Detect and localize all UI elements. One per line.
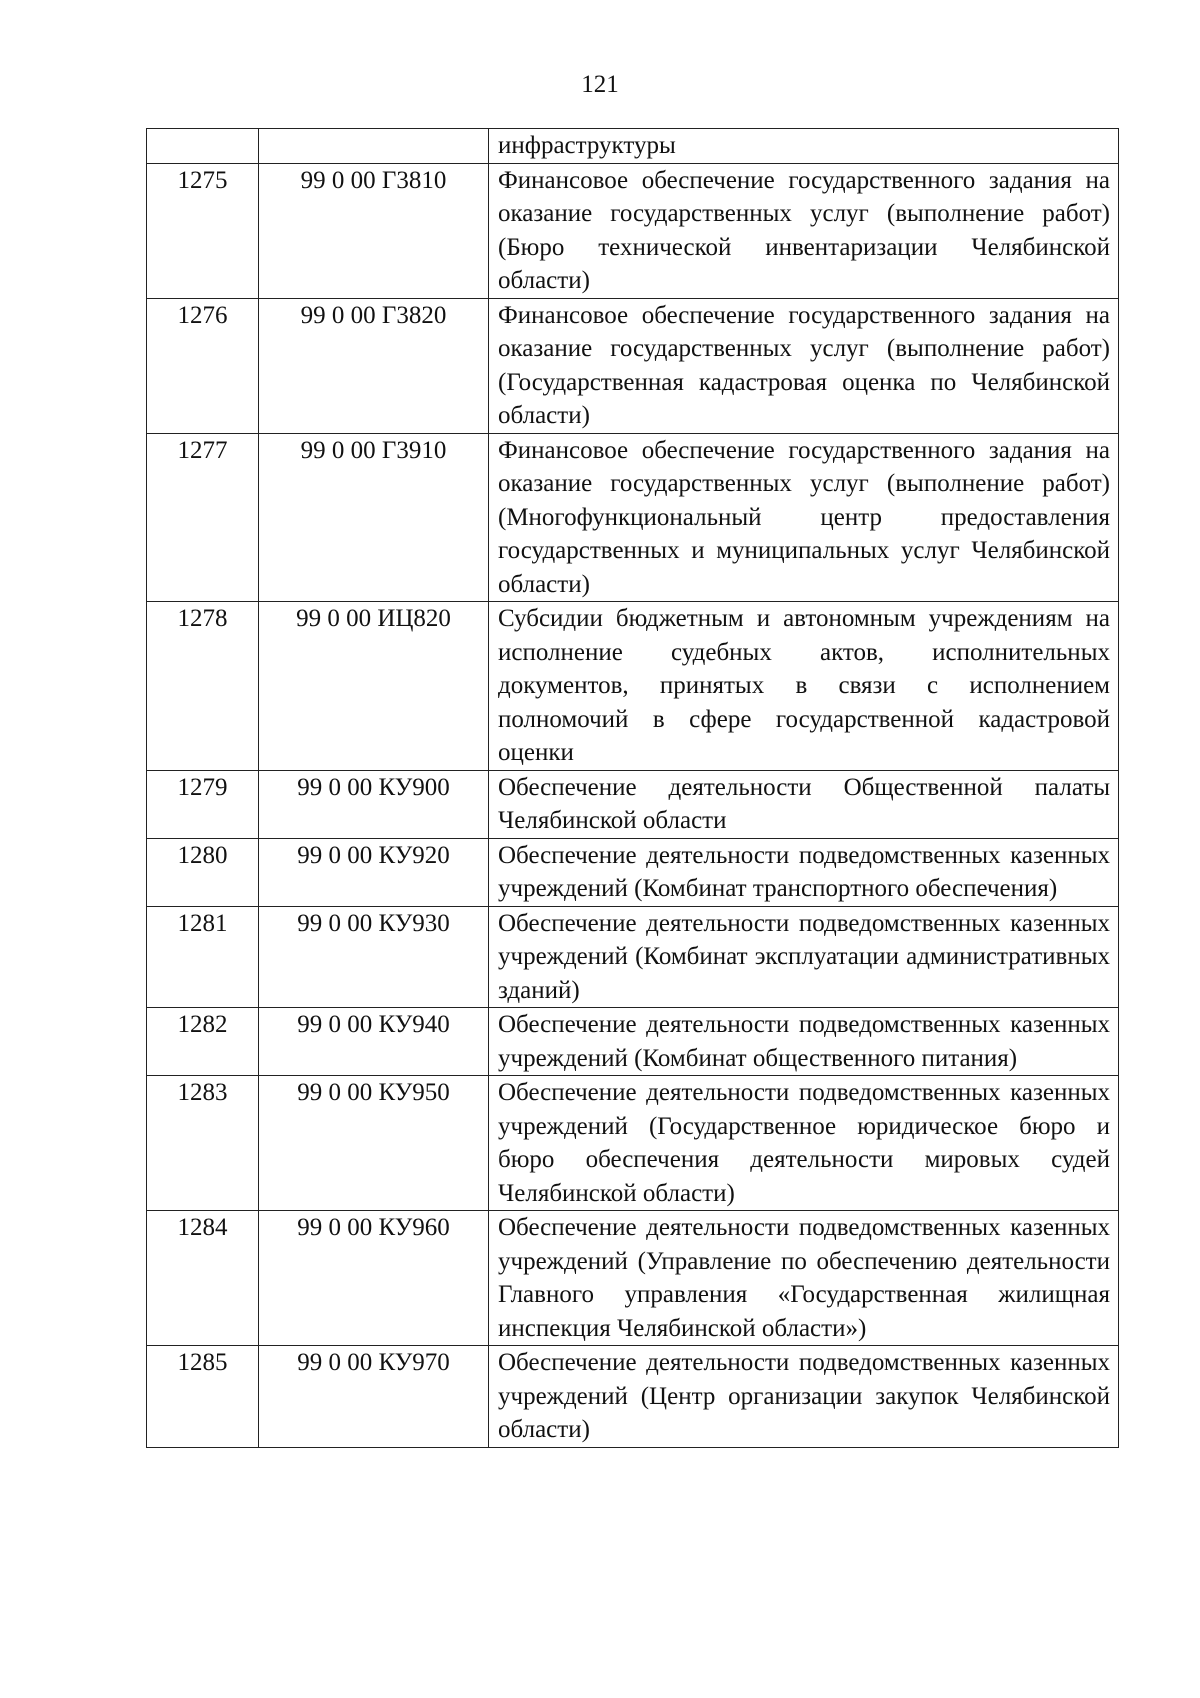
- description-text: Обеспечение деятельности подведомственных казенных учреждений (Комбинат эксплуатации административных зданий): [498, 909, 1110, 1004]
- table-row: [147, 298, 1119, 433]
- description-text: Обеспечение деятельности подведомственных казенных учреждений (Комбинат общественного питания): [498, 1011, 1110, 1072]
- page-number: 121: [581, 71, 619, 98]
- description-text: Обеспечение деятельности подведомственных казенных учреждений (Комбинат транспортного обеспечения): [498, 841, 1110, 902]
- description-text: Обеспечение деятельности Общественной палаты Челябинской области: [498, 773, 1110, 834]
- row-number-cell: 1280: [147, 838, 259, 906]
- classification-code-cell: 99 0 00 ИЦ820: [259, 602, 489, 771]
- table-row: [147, 1076, 1119, 1211]
- table-row: [147, 1346, 1119, 1448]
- description-cell: [489, 1008, 1119, 1076]
- row-number-cell: 1285: [147, 1346, 259, 1448]
- description-cell: [489, 1211, 1119, 1346]
- table-row: [147, 1008, 1119, 1076]
- row-number-cell: 1278: [147, 602, 259, 771]
- row-number-cell: 1277: [147, 433, 259, 602]
- row-number-cell: 1275: [147, 163, 259, 298]
- description-cell: [489, 163, 1119, 298]
- classification-code-cell: [259, 129, 489, 164]
- description-cell: [489, 770, 1119, 838]
- row-number-cell: 1284: [147, 1211, 259, 1346]
- classification-code-cell: 99 0 00 Г3820: [259, 298, 489, 433]
- classification-code-cell: 99 0 00 КУ930: [259, 906, 489, 1008]
- classification-code-cell: 99 0 00 КУ960: [259, 1211, 489, 1346]
- description-cell: [489, 1076, 1119, 1211]
- row-number-cell: 1279: [147, 770, 259, 838]
- description-text: Обеспечение деятельности подведомственных казенных учреждений (Управление по обеспечению деятельности Главного управления «Государственная жилищная инспекция Челябинской области»): [498, 1214, 1110, 1342]
- table-row: [147, 129, 1119, 164]
- description-text: Субсидии бюджетным и автономным учреждениям на исполнение судебных актов, исполнительных документов, принятых в связи с исполнением полномочий в сфере государственной кадастровой оценки: [498, 605, 1110, 766]
- classification-code-cell: 99 0 00 КУ920: [259, 838, 489, 906]
- table-row: [147, 433, 1119, 602]
- table-row: [147, 1211, 1119, 1346]
- description-text: Обеспечение деятельности подведомственных казенных учреждений (Государственное юридическое бюро и бюро обеспечения деятельности мировых судей Челябинской области): [498, 1079, 1110, 1207]
- description-text: Финансовое обеспечение государственного задания на оказание государственных услуг (выполнение работ) (Государственная кадастровая оценка по Челябинской области): [498, 301, 1110, 429]
- description-text: инфраструктуры: [498, 132, 676, 159]
- table-body: [147, 129, 1119, 1448]
- description-cell: [489, 906, 1119, 1008]
- classification-code-cell: 99 0 00 КУ900: [259, 770, 489, 838]
- table-row: [147, 770, 1119, 838]
- description-text: Финансовое обеспечение государственного задания на оказание государственных услуг (выполнение работ) (Многофункциональный центр предоставления государственных и муниципальных услуг Челябинской области): [498, 436, 1110, 598]
- description-cell: [489, 838, 1119, 906]
- classification-code-cell: 99 0 00 КУ950: [259, 1076, 489, 1211]
- classification-code-cell: 99 0 00 Г3910: [259, 433, 489, 602]
- table-row: [147, 906, 1119, 1008]
- description-cell: [489, 433, 1119, 602]
- classification-code-cell: 99 0 00 КУ940: [259, 1008, 489, 1076]
- row-number-cell: 1281: [147, 906, 259, 1008]
- description-text: Обеспечение деятельности подведомственных казенных учреждений (Центр организации закупок Челябинской области): [498, 1349, 1110, 1443]
- description-cell: [489, 1346, 1119, 1448]
- description-text: Финансовое обеспечение государственного задания на оказание государственных услуг (выполнение работ) (Бюро технической инвентаризации Челябинской области): [498, 166, 1110, 294]
- budget-classification-table: [146, 128, 1119, 1448]
- table-row: [147, 838, 1119, 906]
- description-cell: [489, 298, 1119, 433]
- table-row: [147, 163, 1119, 298]
- description-cell: [489, 129, 1119, 164]
- row-number-cell: [147, 129, 259, 164]
- row-number-cell: 1282: [147, 1008, 259, 1076]
- row-number-cell: 1283: [147, 1076, 259, 1211]
- classification-code-cell: 99 0 00 Г3810: [259, 163, 489, 298]
- table-row: [147, 602, 1119, 771]
- row-number-cell: 1276: [147, 298, 259, 433]
- classification-code-cell: 99 0 00 КУ970: [259, 1346, 489, 1448]
- description-cell: [489, 602, 1119, 771]
